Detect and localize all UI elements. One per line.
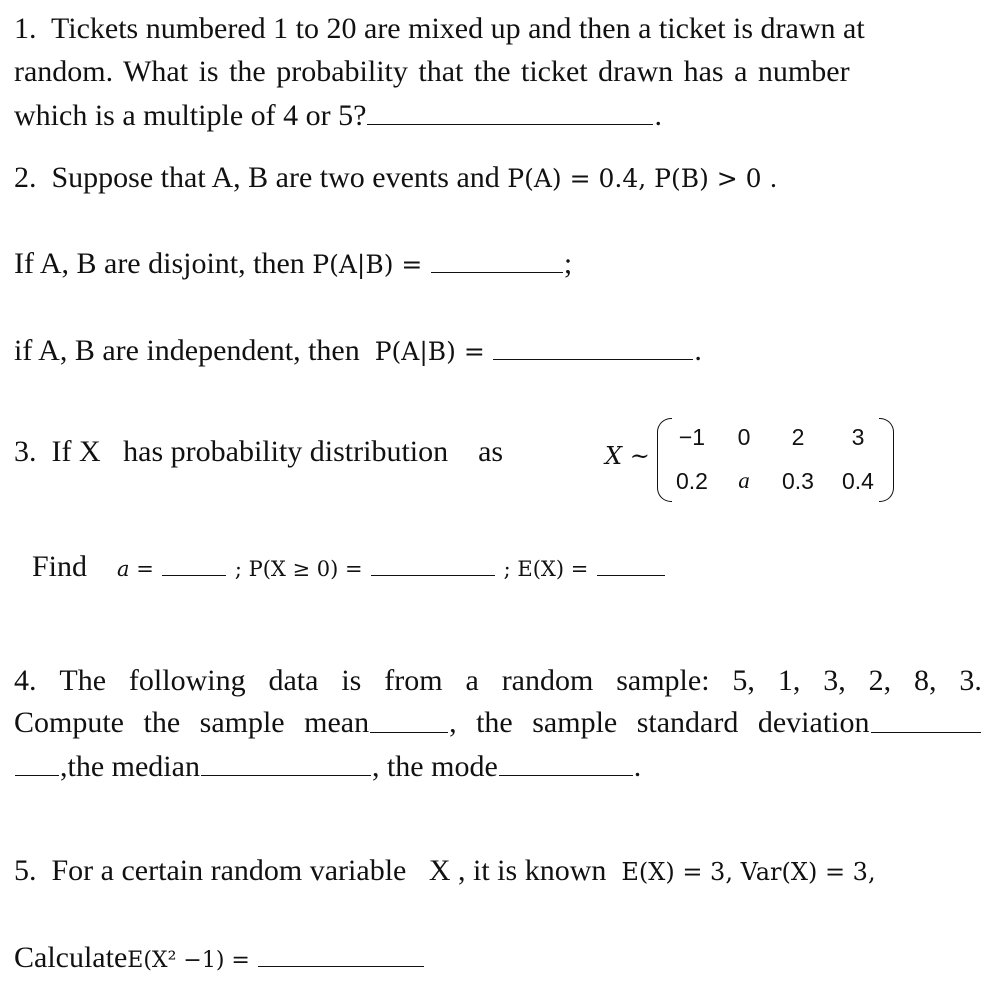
probability-cell: a — [738, 468, 750, 493]
q4-word: following — [128, 664, 246, 697]
q4-line2 — [14, 704, 982, 742]
q3-a-blank[interactable] — [162, 553, 226, 576]
q4-word: 8, — [913, 664, 937, 697]
q3-text: If X has probability distribution as — [51, 435, 504, 468]
q1-number: 1. — [14, 12, 37, 45]
q4-word: from — [384, 664, 443, 697]
value-cell: 2 — [791, 424, 805, 450]
q2-disjoint-blank[interactable] — [431, 244, 563, 273]
q5-answer-blank[interactable] — [258, 938, 424, 967]
q2-independent-line — [14, 331, 702, 371]
q2-intro: Suppose that A, B are two events and — [51, 161, 500, 194]
q1-text-line2: random. What is the probability that the ticket drawn has a number — [14, 55, 850, 88]
q2-number: 2. — [14, 161, 37, 194]
value-cell: 3 — [851, 424, 865, 450]
q2-cond-prob-1: P(A|B) = — [312, 250, 423, 279]
q5-calc: Calculate — [14, 941, 128, 974]
probability-cell: 0.2 — [676, 468, 708, 494]
q4-word: 3, — [823, 664, 846, 697]
q5-expr: E(X² −1) = — [127, 948, 250, 973]
q3-a-eq: a = — [117, 557, 154, 581]
q3-e-eq: ; E(X) = — [503, 557, 589, 581]
q4-word: 3. — [959, 664, 982, 697]
q2-disjoint-text: If A, B are disjoint, then — [14, 247, 305, 280]
probability-cell: 0.4 — [842, 468, 874, 494]
q1-answer-blank[interactable] — [367, 96, 653, 125]
q1-line2 — [14, 53, 982, 91]
q1-line3 — [14, 96, 662, 135]
q2-disjoint-end: ; — [563, 247, 573, 280]
q4-std-blank[interactable] — [871, 704, 982, 733]
q3-find-line — [32, 548, 666, 588]
q3-x-symbol: X ~ — [605, 442, 650, 470]
q4-number: 4. — [14, 664, 37, 697]
q1-text-line3: which is a multiple of 4 or 5? — [14, 99, 367, 132]
q4-line2-a: Compute the sample mean — [14, 706, 370, 739]
q4-line1 — [14, 662, 982, 700]
q3-find: Find — [32, 550, 88, 583]
q5-calc-line — [14, 938, 425, 980]
q2-independent-blank[interactable] — [493, 331, 693, 360]
q5-given: E(X) = 3, Var(X) = 3, — [621, 858, 876, 886]
q4-word: 1, — [777, 664, 801, 697]
q4-word: The — [59, 664, 107, 697]
value-cell: 0 — [737, 424, 751, 450]
q4-line3 — [14, 747, 641, 786]
q5-line1 — [14, 852, 876, 891]
q2-given: P(A) = 0.4, P(B) > 0 . — [507, 164, 778, 193]
q4-word: 5, — [732, 664, 755, 697]
q2-line1 — [14, 159, 777, 198]
q4-mode-blank[interactable] — [499, 747, 633, 776]
q5-text: For a certain random variable X , it is known — [51, 854, 607, 887]
q4-mean-blank[interactable] — [370, 704, 448, 733]
q2-independent-end: . — [694, 334, 702, 367]
q4-line3-b: , the mode — [371, 750, 498, 783]
q4-word: a — [465, 664, 479, 697]
q3-p-blank[interactable] — [371, 553, 495, 576]
q2-cond-prob-2: P(A|B) = — [374, 337, 485, 366]
q2-disjoint-line — [14, 244, 572, 284]
q1-line1 — [14, 10, 865, 48]
probability-cell: 0.3 — [782, 468, 814, 494]
q1-text-line1: Tickets numbered 1 to 20 are mixed up and then a ticket is drawn at — [50, 12, 865, 45]
q3-e-blank[interactable] — [597, 553, 665, 576]
q4-word: is — [341, 664, 362, 697]
distribution-matrix — [605, 418, 895, 502]
q4-line3-a: ,the median — [60, 750, 200, 783]
q4-line2-b: , the sample standard deviation — [449, 706, 870, 739]
q3-line1 — [14, 433, 503, 471]
value-cell: −1 — [678, 424, 706, 450]
q3-number: 3. — [14, 435, 37, 468]
q4-word: data — [268, 664, 319, 697]
q4-std-blank-cont[interactable] — [15, 747, 59, 776]
q3-p-eq: ; P(X ≥ 0) = — [234, 557, 363, 581]
q1-end: . — [654, 99, 662, 132]
q4-word: 2, — [868, 664, 892, 697]
q4-word: random — [501, 664, 594, 697]
q5-number: 5. — [14, 854, 37, 887]
q2-independent-text: if A, B are independent, then — [14, 334, 360, 367]
q4-median-blank[interactable] — [201, 747, 371, 776]
q4-word: sample: — [616, 664, 710, 697]
q4-end: . — [633, 750, 642, 783]
